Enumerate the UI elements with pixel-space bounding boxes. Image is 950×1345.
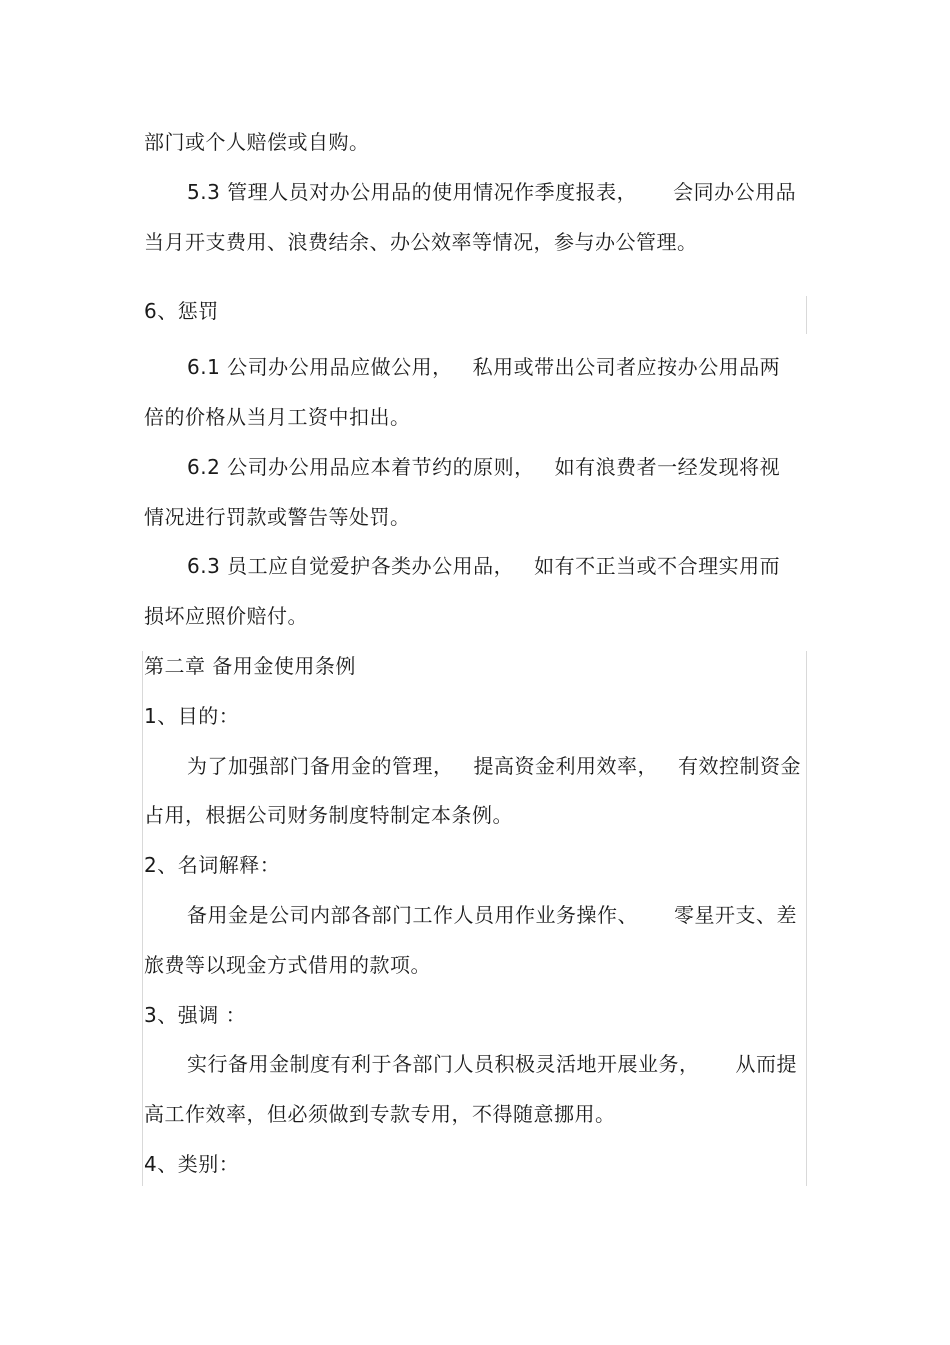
- text: 零星开支、差: [674, 903, 797, 927]
- frame-line-left-lower: [142, 651, 143, 1186]
- section-heading: [144, 702, 239, 730]
- paragraph-line: [144, 128, 370, 156]
- chapter-heading: [144, 652, 356, 680]
- paragraph-line: [144, 403, 411, 431]
- text: 情况进行罚款或警告等处罚。: [144, 505, 411, 529]
- text: 备用金是公司内部各部门工作人员用作业务操作、: [187, 903, 638, 927]
- text: 6.1 公司办公用品应做公用，: [187, 355, 453, 379]
- paragraph-line: [187, 752, 801, 780]
- section-heading: [144, 851, 280, 879]
- text: 提高资金利用效率，: [473, 754, 658, 778]
- paragraph-line: [187, 901, 797, 929]
- text: 5.3 管理人员对办公用品的使用情况作季度报表，: [187, 180, 638, 204]
- heading-text: 3、强调 ：: [144, 1003, 247, 1027]
- text: 6.3 员工应自觉爱护各类办公用品，: [187, 554, 515, 578]
- text: 部门或个人赔偿或自购。: [144, 130, 370, 154]
- paragraph-line: [144, 951, 431, 979]
- heading-text: 4、类别：: [144, 1152, 240, 1176]
- paragraph-line: [144, 602, 308, 630]
- text: 旅费等以现金方式借用的款项。: [144, 953, 431, 977]
- section-heading: [144, 297, 219, 325]
- paragraph-line: [187, 552, 780, 580]
- text: 为了加强部门备用金的管理，: [187, 754, 454, 778]
- paragraph-line: [187, 453, 780, 481]
- frame-line-right-upper: [806, 296, 807, 334]
- text: 损坏应照价赔付。: [144, 604, 308, 628]
- section-heading: [144, 1150, 239, 1178]
- heading-text: 第二章 备用金使用条例: [144, 654, 356, 678]
- text: 有效控制资金: [678, 754, 801, 778]
- text: 6.2 公司办公用品应本着节约的原则，: [187, 455, 535, 479]
- heading-text: 1、目的：: [144, 704, 240, 728]
- paragraph-line: [144, 801, 513, 829]
- paragraph-line: [187, 178, 796, 206]
- text: 私用或带出公司者应按办公用品两: [472, 355, 781, 379]
- text: 高工作效率，但必须做到专款专用，不得随意挪用。: [144, 1102, 616, 1126]
- paragraph-line: [187, 353, 780, 381]
- paragraph-line: [187, 1050, 797, 1078]
- heading-text: 6、惩罚: [144, 299, 219, 323]
- heading-text: 2、名词解释：: [144, 853, 281, 877]
- section-heading: [144, 1001, 246, 1029]
- text: 从而提: [735, 1052, 797, 1076]
- text: 占用，根据公司财务制度特制定本条例。: [144, 803, 513, 827]
- paragraph-line: [144, 503, 411, 531]
- paragraph-line: [144, 1100, 616, 1128]
- text: 倍的价格从当月工资中扣出。: [144, 405, 411, 429]
- paragraph-line: [144, 228, 698, 256]
- text: 如有浪费者一经发现将视: [554, 455, 781, 479]
- text: 如有不正当或不合理实用而: [534, 554, 781, 578]
- frame-line-right-lower: [806, 651, 807, 1186]
- text: 实行备用金制度有利于各部门人员积极灵活地开展业务，: [187, 1052, 700, 1076]
- text: 当月开支费用、浪费结余、办公效率等情况，参与办公管理。: [144, 230, 698, 254]
- text: 会同办公用品: [673, 180, 797, 204]
